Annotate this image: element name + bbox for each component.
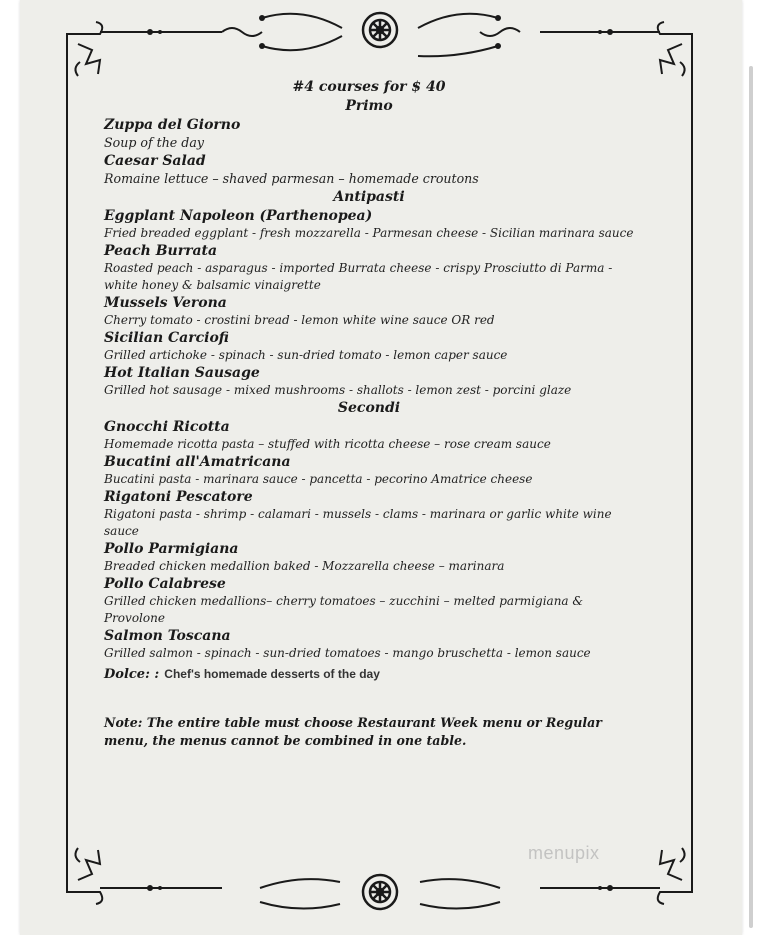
dolce-text: Chef's homemade desserts of the day xyxy=(164,667,380,681)
menu-item-name: Salmon Toscana xyxy=(104,628,231,644)
menu-item-description: Bucatini pasta - marinara sauce - pancetta - pecorino Amatrice cheese xyxy=(104,472,533,486)
menu-item-name: Hot Italian Sausage xyxy=(104,365,260,381)
section-title: Antipasti xyxy=(333,189,405,205)
section-title: Primo xyxy=(345,98,393,114)
menu-item-name: Zuppa del Giorno xyxy=(104,117,241,133)
menu-item-description: Romaine lettuce – shaved parmesan – homemade croutons xyxy=(104,171,479,186)
dolce-line xyxy=(104,664,634,684)
menu-item-name: Gnocchi Ricotta xyxy=(104,419,230,435)
menu-item-description: Breaded chicken medallion baked - Mozzarella cheese – marinara xyxy=(104,559,505,573)
menu-item-description: Homemade ricotta pasta – stuffed with ricotta cheese – rose cream sauce xyxy=(104,437,551,451)
menu-item-name: Caesar Salad xyxy=(104,153,206,169)
menu-item-description: Grilled hot sausage - mixed mushrooms - shallots - lemon zest - porcini glaze xyxy=(104,383,572,397)
medallion-bottom-icon xyxy=(363,875,397,909)
menu-item-name: Sicilian Carciofi xyxy=(104,330,229,346)
watermark-logo: menupix xyxy=(528,843,600,863)
menu-item-name: Pollo Calabrese xyxy=(104,576,226,592)
menu-item-description: Soup of the day xyxy=(104,135,204,150)
menu-item-name: Eggplant Napoleon (Parthenopea) xyxy=(104,208,373,224)
menu-item-description: Grilled chicken medallions– cherry tomatoes – zucchini – melted parmigiana & Provolone xyxy=(104,594,584,625)
menu-item-name: Mussels Verona xyxy=(104,295,227,311)
dolce-label: Dolce: : xyxy=(104,667,160,682)
medallion-top-icon xyxy=(363,13,397,47)
menu-item-description: Roasted peach - asparagus - imported Burrata cheese - crispy Prosciutto di Parma - white honey & balsamic vinaigrette xyxy=(104,261,613,292)
offer-title: #4 courses for $ 40 xyxy=(292,79,446,95)
table-note: Note: The entire table must choose Restaurant Week menu or Regular menu, the menus cannot be combined in one table. xyxy=(104,715,602,748)
menu-item-description: Rigatoni pasta - shrimp - calamari - mussels - clams - marinara or garlic white wine sauce xyxy=(104,507,612,538)
section-primo xyxy=(104,97,634,188)
menu-item-description: Cherry tomato - crostini bread - lemon white wine sauce OR red xyxy=(104,313,495,327)
menu-content xyxy=(104,78,634,763)
menu-item-name: Pollo Parmigiana xyxy=(104,541,239,557)
menu-item-description: Grilled salmon - spinach - sun-dried tomatoes - mango bruschetta - lemon sauce xyxy=(104,646,591,660)
menu-item-name: Peach Burrata xyxy=(104,243,218,259)
section-title: Secondi xyxy=(337,400,401,416)
menu-item-description: Fried breaded eggplant - fresh mozzarella - Parmesan cheese - Sicilian marinara sauce xyxy=(104,226,634,240)
section-antipasti xyxy=(104,188,634,399)
menu-item-name: Rigatoni Pescatore xyxy=(104,489,253,505)
section-secondi xyxy=(104,399,634,662)
menu-item-description: Grilled artichoke - spinach - sun-dried tomato - lemon caper sauce xyxy=(104,348,508,362)
menu-item-name: Bucatini all'Amatricana xyxy=(104,454,291,470)
